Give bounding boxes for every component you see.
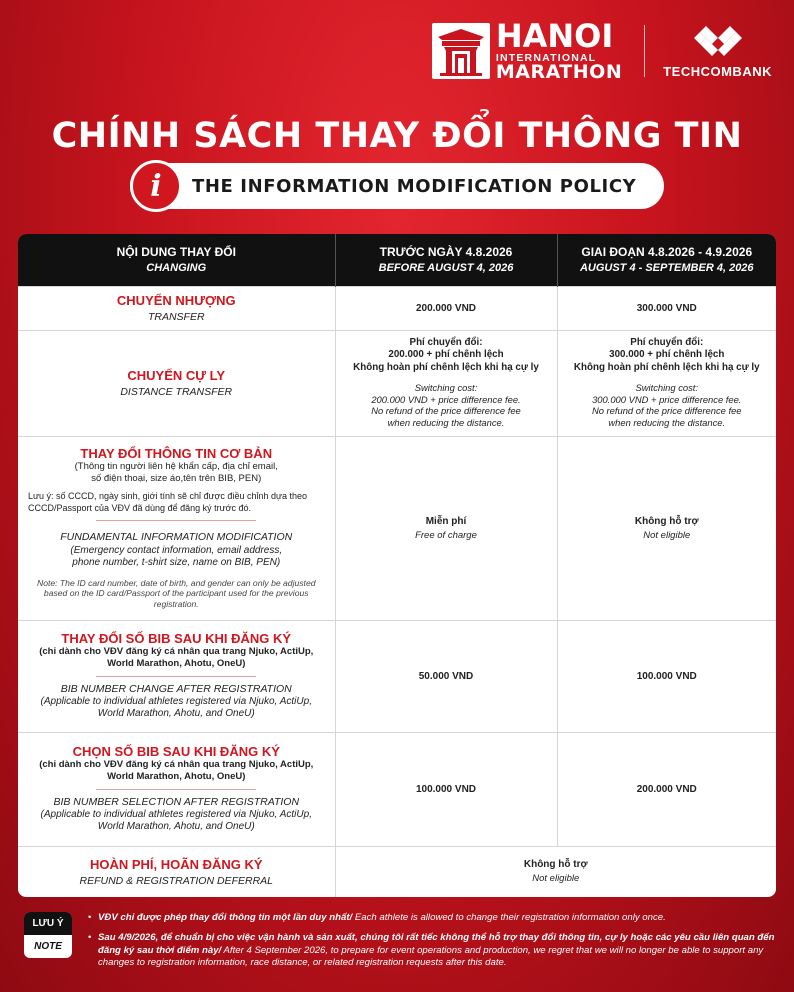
note-item-1: • VĐV chỉ được phép thay đổi thông tin một lần duy nhất/ Each athlete is allowed to change their registration information only once.	[88, 912, 778, 924]
bib-change-during: 100.000 VND	[557, 620, 776, 732]
distance-label: CHUYỂN CỰ LY DISTANCE TRANSFER	[18, 330, 335, 436]
page-subtitle: THE INFORMATION MODIFICATION POLICY	[192, 175, 637, 197]
row-transfer	[18, 286, 776, 330]
techcombank-diamond-icon	[692, 24, 744, 58]
header-changing: NỘI DUNG THAY ĐỔI CHANGING	[18, 234, 335, 286]
row-basic-info	[18, 436, 776, 620]
note-item-2: • Sau 4/9/2026, để chuẩn bị cho việc vận hành và sản xuất, chúng tôi rất tiếc không thể hỗ trợ thay đổi thông tin, cự ly hoặc các yêu cầu liên quan đến đăng ký sau thời điểm này/ After 4 September 2026, to prepare for event operations and production, we regret that we will no longer be able to support any changes to registration information, race distance, or related registration requests after this date.	[88, 932, 778, 969]
distance-before: Phí chuyển đổi: 200.000 + phí chênh lệch Không hoàn phí chênh lệch khi hạ cự ly Switching cost: 200.000 VND + price difference fee. No refund of the price difference fee when reducing the distance.	[335, 330, 557, 436]
bib-select-before: 100.000 VND	[335, 732, 557, 846]
bib-select-during: 200.000 VND	[557, 732, 776, 846]
hm-logo-international: INTERNATIONAL	[495, 51, 597, 64]
note-badge-vi: LƯU Ý	[24, 912, 72, 935]
techcombank-name: TECHCOMBANK	[663, 63, 772, 79]
policy-table	[18, 234, 776, 897]
row-bib-change	[18, 620, 776, 732]
basic-before: Miễn phí Free of charge	[335, 436, 557, 620]
notes-list	[88, 912, 778, 978]
temple-gate-icon	[432, 23, 490, 79]
page-title: CHÍNH SÁCH THAY ĐỔI THÔNG TIN	[51, 116, 743, 156]
basic-during: Không hỗ trợ Not eligible	[557, 436, 776, 620]
bib-change-before: 50.000 VND	[335, 620, 557, 732]
info-icon: i	[130, 160, 182, 212]
row-refund	[18, 846, 776, 897]
techcombank-logo	[663, 24, 772, 79]
logo-divider	[644, 25, 645, 77]
row-distance	[18, 330, 776, 436]
hm-logo-marathon: MARATHON	[495, 61, 623, 84]
table-header-row	[18, 234, 776, 286]
transfer-during: 300.000 VND	[557, 286, 776, 330]
header-before: TRƯỚC NGÀY 4.8.2026 BEFORE AUGUST 4, 2026	[335, 234, 557, 286]
basic-label: THAY ĐỔI THÔNG TIN CƠ BẢN (Thông tin người liên hệ khẩn cấp, địa chỉ email, số điện thoại, size áo,tên trên BIB, PEN) Lưu ý: số CCCD, ngày sinh, giới tính sẽ chỉ được điều chỉnh dựa theo CCCD/Passport của VĐV đã dùng để đăng ký trước đó. FUNDAMENTAL INFORMATION MODIFICATION (Emergency contact information, email address, phone number, t-shirt size, name on BIB, PEN) Note: The ID card number, date of birth, and gender can only be adjusted based on the ID card/Passport of the participant used for the previous registration.	[18, 436, 335, 620]
hm-logo-hanoi: HANOI	[495, 16, 614, 55]
note-badge-en: NOTE	[34, 941, 62, 952]
row-bib-select	[18, 732, 776, 846]
subtitle-pill	[130, 163, 664, 209]
hanoi-marathon-logo	[432, 16, 623, 84]
refund-value: Không hỗ trợ Not eligible	[335, 846, 776, 897]
bib-change-label: THAY ĐỔI SỐ BIB SAU KHI ĐĂNG KÝ (chỉ dành cho VĐV đăng ký cá nhân qua trang Njuko, ActiUp, World Marathon, Ahotu, OneU) BIB NUMBER CHANGE AFTER REGISTRATION (Applicable to individual athletes registered via Njuko, ActiUp, World Marathon, Ahotu, and OneU)	[18, 620, 335, 732]
transfer-before: 200.000 VND	[335, 286, 557, 330]
distance-during: Phí chuyển đổi: 300.000 + phí chênh lệch Không hoàn phí chênh lệch khi hạ cự ly Switching cost: 300.000 VND + price difference fee. No refund of the price difference fee when reducing the distance.	[557, 330, 776, 436]
transfer-label: CHUYỂN NHƯỢNG TRANSFER	[18, 286, 335, 330]
header-during: GIAI ĐOẠN 4.8.2026 - 4.9.2026 AUGUST 4 - SEPTEMBER 4, 2026	[557, 234, 776, 286]
note-badge	[24, 912, 72, 958]
bib-select-label: CHỌN SỐ BIB SAU KHI ĐĂNG KÝ (chỉ dành cho VĐV đăng ký cá nhân qua trang Njuko, ActiUp, World Marathon, Ahotu, OneU) BIB NUMBER SELECTION AFTER REGISTRATION (Applicable to individual athletes registered via Njuko, ActiUp, World Marathon, Ahotu, and OneU)	[18, 732, 335, 846]
refund-label: HOÀN PHÍ, HOÃN ĐĂNG KÝ REFUND & REGISTRATION DEFERRAL	[18, 846, 335, 897]
header-logos	[432, 16, 772, 84]
